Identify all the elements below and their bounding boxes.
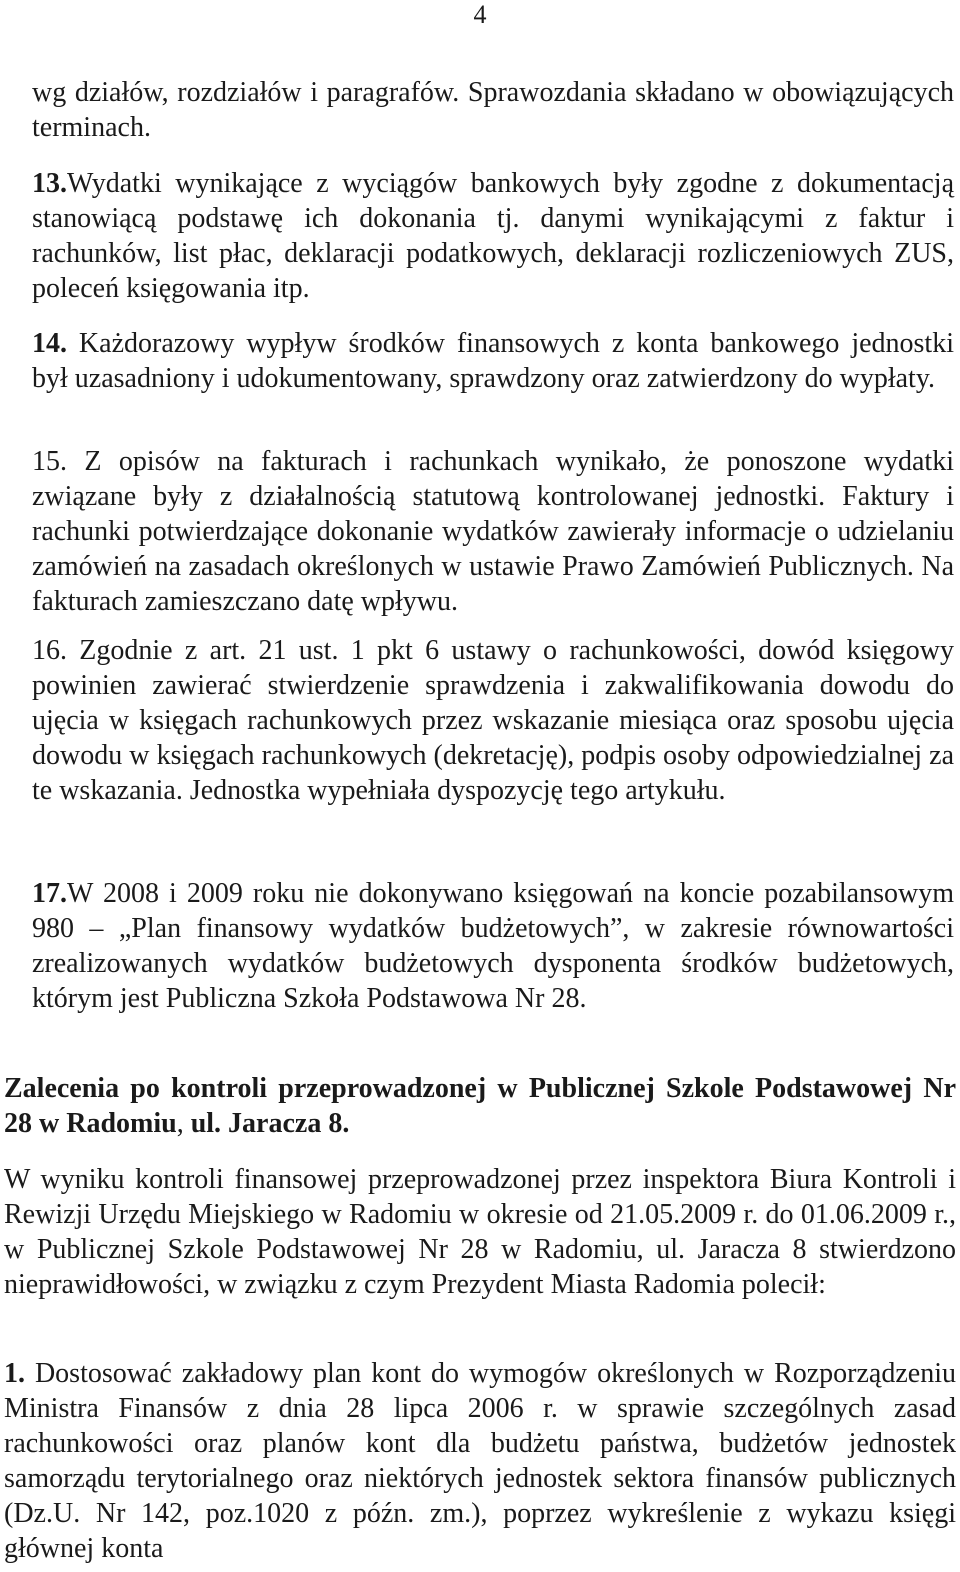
paragraph-17 [32, 876, 954, 1016]
item-1-number: 1. [4, 1358, 25, 1389]
item-1-text: Dostosować zakładowy plan kont do wymogów określonych w Rozporządzeniu Ministra Finansów z dnia 28 lipca 2006 r. w sprawie szczególnych zasad rachunkowości oraz planów kont dla budżetu państwa, budżetów jednostek samorządu terytorialnego oraz niektórych jednostek sektora finansów publicznych (Dz.U. Nr 142, poz.1020 z późn. zm.), poprzez wykreślenie z wykazu księgi głównej konta [4, 1358, 956, 1564]
paragraph-14 [32, 326, 954, 396]
heading-part2: ul. Jaracza 8. [190, 1108, 350, 1139]
heading-separator: , [176, 1108, 191, 1139]
paragraph-13 [32, 166, 954, 306]
paragraph-14-number: 14. [32, 328, 67, 359]
heading-part1: Zalecenia po kontroli przeprowadzonej w Publicznej Szkole Podstawowej Nr 28 w Radomiu [4, 1073, 956, 1139]
page-number: 4 [473, 0, 487, 29]
recommendations-heading [4, 1071, 956, 1141]
paragraph-continuation: wg działów, rozdziałów i paragrafów. Sprawozdania składano w obowiązujących terminach. [32, 77, 954, 143]
paragraph-14-text: Każdorazowy wypływ środków finansowych z konta bankowego jednostki był uzasadniony i udokumentowany, sprawdzony oraz zatwierdzony do wypłaty. [32, 328, 954, 394]
paragraph-17-text: W 2008 i 2009 roku nie dokonywano księgowań na koncie pozabilansowym 980 – „Plan finansowy wydatków budżetowych”, w zakresie równowartości zrealizowanych wydatków budżetowych dysponenta środków budżetowych, którym jest Publiczna Szkoła Podstawowa Nr 28. [32, 878, 954, 1014]
paragraph-16: 16. Zgodnie z art. 21 ust. 1 pkt 6 ustawy o rachunkowości, dowód księgowy powinien zawierać stwierdzenie sprawdzenia i zakwalifikowania dowodu do ujęcia w księgach rachunkowych przez wskazanie miesiąca oraz sposobu ujęcia dowodu w księgach rachunkowych (dekretację), podpis osoby odpowiedzialnej za te wskazania. Jednostka wypełniała dyspozycję tego artykułu. [32, 635, 954, 806]
recommendation-item-1 [4, 1356, 956, 1566]
intro-paragraph: W wyniku kontroli finansowej przeprowadzonej przez inspektora Biura Kontroli i Rewizji Urzędu Miejskiego w Radomiu w okresie od 21.05.2009 r. do 01.06.2009 r., w Publicznej Szkole Podstawowej Nr 28 w Radomiu, ul. Jaracza 8 stwierdzono nieprawidłowości, w związku z czym Prezydent Miasta Radomia polecił: [4, 1164, 956, 1300]
paragraph-13-text: Wydatki wynikające z wyciągów bankowych były zgodne z dokumentacją stanowiącą podstawę ich dokonania tj. danymi wynikającymi z faktur i rachunków, list płac, deklaracji podatkowych, deklaracji rozliczeniowych ZUS, poleceń księgowania itp. [32, 168, 954, 304]
paragraph-15: 15. Z opisów na fakturach i rachunkach wynikało, że ponoszone wydatki związane były z działalnością statutową kontrolowanej jednostki. Faktury i rachunki potwierdzające dokonanie wydatków zawierały informacje o udzielaniu zamówień na zasadach określonych w ustawie Prawo Zamówień Publicznych. Na fakturach zamieszczano datę wpływu. [32, 446, 954, 617]
paragraph-13-number: 13. [32, 168, 67, 199]
paragraph-17-number: 17. [32, 878, 67, 909]
